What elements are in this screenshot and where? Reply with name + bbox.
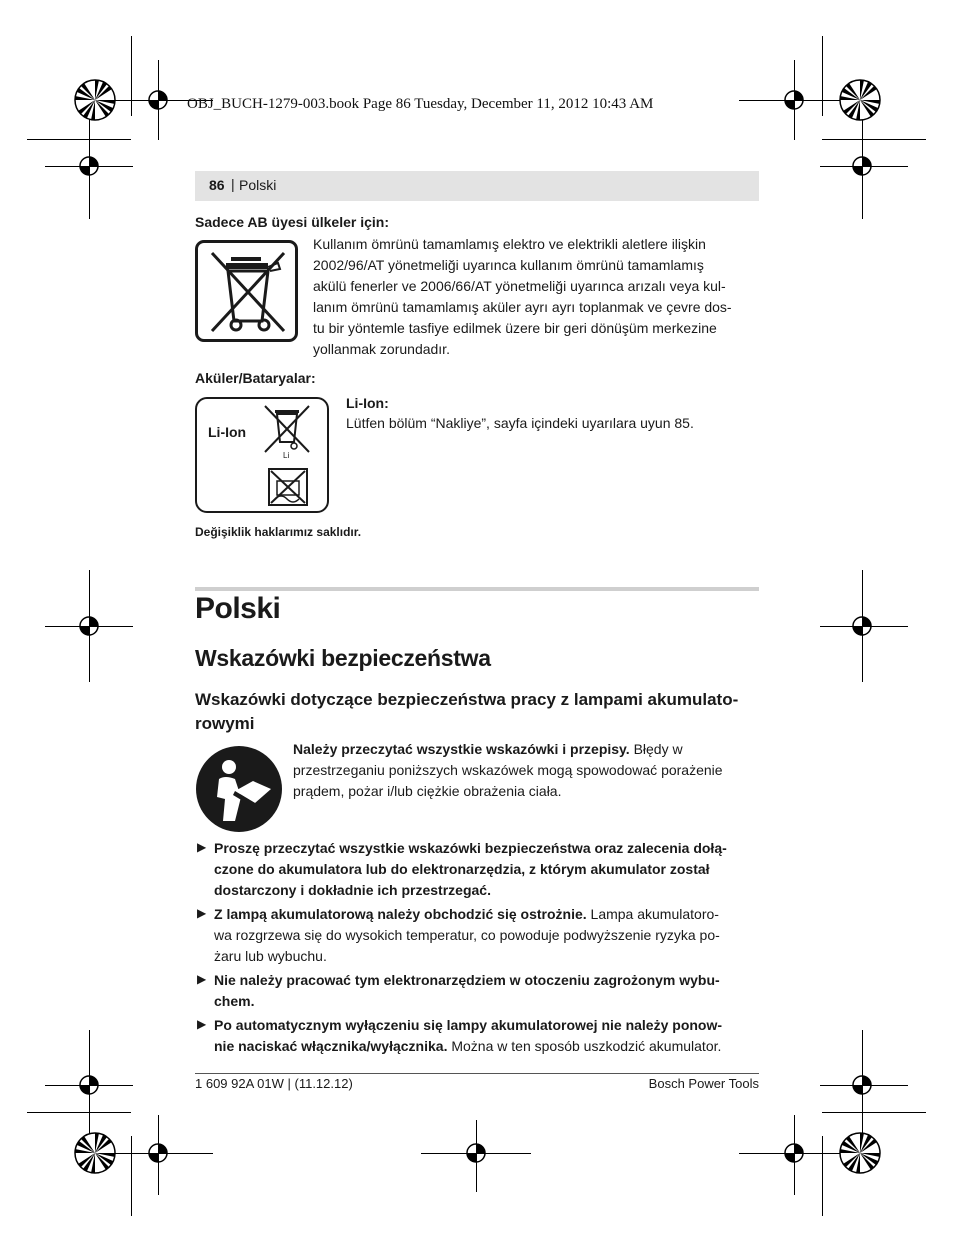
color-target-icon — [838, 1131, 882, 1175]
text-line: tu bir yöntemle tasfiye edilmek üzere bir geri dönüşüm merkezine — [313, 320, 717, 336]
li-ion-heading: Li-Ion: — [346, 395, 389, 411]
read-instructions-warning — [293, 739, 763, 802]
subsection-heading — [195, 688, 761, 736]
bullet-bold: czone do akumulatora lub do elektronarzędzia, z którym akumulator został — [214, 861, 710, 877]
footer-doc-number: 1 609 92A 01W | (11.12.12) — [195, 1076, 353, 1091]
bullet-arrow-icon: ▶ — [197, 906, 207, 920]
eu-heading: Sadece AB üyesi ülkeler için: — [195, 214, 390, 230]
list-item — [214, 970, 760, 1012]
warning-text: Błędy w — [629, 741, 683, 757]
bullet-bold: Proszę przeczytać wszystkie wskazówki bezpieczeństwa oraz zalecenia dołą- — [214, 840, 727, 856]
no-water-battery-icon — [267, 467, 309, 507]
eu-disposal-text — [313, 234, 763, 360]
read-manual-icon — [195, 745, 283, 833]
battery-heading: Aküler/Bataryalar: — [195, 370, 316, 386]
registration-mark-icon — [849, 613, 875, 639]
bullet-text: Lampa akumulatoro- — [586, 906, 719, 922]
registration-mark-icon — [849, 153, 875, 179]
rights-notice: Değişiklik haklarımız saklıdır. — [195, 525, 362, 539]
bullet-arrow-icon: ▶ — [197, 840, 207, 854]
text-line: lanım ömrünü tamamlamış aküler ayrı ayrı toplanmak ve çevre dos- — [313, 299, 732, 315]
li-ion-text: Lütfen bölüm “Nakliye”, sayfa içindeki uyarılara uyun 85. — [346, 415, 694, 431]
registration-mark-icon — [781, 87, 807, 113]
list-item — [214, 838, 760, 901]
list-item — [214, 904, 760, 967]
registration-mark-icon — [781, 1140, 807, 1166]
text-line: Kullanım ömrünü tamamlamış elektro ve elektrikli aletlere ilişkin — [313, 236, 706, 252]
li-label: Li — [283, 451, 290, 460]
registration-mark-icon — [76, 1072, 102, 1098]
text-line: prądem, pożar i/lub ciężkie obrażenia ciała. — [293, 783, 562, 799]
bullet-bold: Po automatycznym wyłączeniu się lampy akumulatorowej nie należy ponow- — [214, 1017, 723, 1033]
crossed-bin-small-icon — [261, 402, 313, 458]
color-target-icon — [73, 1131, 117, 1175]
bullet-bold: Nie należy pracować tym elektronarzędziem w otoczeniu zagrożonym wybu- — [214, 972, 720, 988]
text-line: przestrzeganiu poniższych wskazówek mogą spowodować porażenie — [293, 762, 723, 778]
bullet-bold: nie naciskać włącznika/wyłącznika. — [214, 1038, 448, 1054]
color-target-icon — [73, 78, 117, 122]
header-separator: | — [231, 176, 235, 192]
page-header-bar — [195, 171, 759, 201]
print-header: OBJ_BUCH-1279-003.book Page 86 Tuesday, December 11, 2012 10:43 AM — [187, 96, 654, 112]
bullet-bold: chem. — [214, 993, 255, 1009]
bullet-arrow-icon: ▶ — [197, 1017, 207, 1031]
bullet-arrow-icon: ▶ — [197, 972, 207, 986]
text-line: yollanmak zorundadır. — [313, 341, 450, 357]
bullet-text: wa rozgrzewa się do wysokich temperatur, co powoduje podwyższenie ryzyka po- — [214, 927, 720, 943]
section-heading: Wskazówki bezpieczeństwa — [195, 645, 491, 671]
color-target-icon — [838, 78, 882, 122]
language-title: Polski — [195, 592, 281, 625]
text-line: rowymi — [195, 714, 255, 733]
registration-mark-icon — [145, 87, 171, 113]
page-number: 86 — [209, 177, 225, 193]
registration-mark-icon — [76, 613, 102, 639]
crossed-bin-icon-box — [195, 240, 298, 342]
footer-rule — [195, 1073, 759, 1074]
footer-brand: Bosch Power Tools — [648, 1076, 759, 1091]
warning-bold: Należy przeczytać wszystkie wskazówki i przepisy. — [293, 741, 630, 757]
registration-mark-icon — [849, 1072, 875, 1098]
text-line: Wskazówki dotyczące bezpieczeństwa pracy z lampami akumulato- — [195, 690, 739, 709]
crossed-out-wheelie-bin-icon — [198, 243, 295, 339]
bullet-text: żaru lub wybuchu. — [214, 948, 327, 964]
header-language: Polski — [239, 177, 277, 193]
text-line: akülü fenerler ve 2006/66/AT yönetmeliği uyarınca arızalı veya kul- — [313, 278, 726, 294]
bullet-bold: dostarczony i dokładnie ich przestrzegać. — [214, 882, 491, 898]
li-ion-icon-label: Li-Ion — [208, 424, 247, 440]
section-rule — [195, 587, 759, 591]
registration-mark-icon — [145, 1140, 171, 1166]
registration-mark-icon — [463, 1140, 489, 1166]
text-line: 2002/96/AT yönetmeliği uyarınca kullanım ömrünü tamamlamış — [313, 257, 704, 273]
registration-mark-icon — [76, 153, 102, 179]
li-ion-icon-box — [195, 397, 329, 513]
list-item — [214, 1015, 760, 1057]
bullet-text: Można w ten sposób uszkodzić akumulator. — [447, 1038, 722, 1054]
bullet-bold: Z lampą akumulatorową należy obchodzić się ostrożnie. — [214, 906, 587, 922]
